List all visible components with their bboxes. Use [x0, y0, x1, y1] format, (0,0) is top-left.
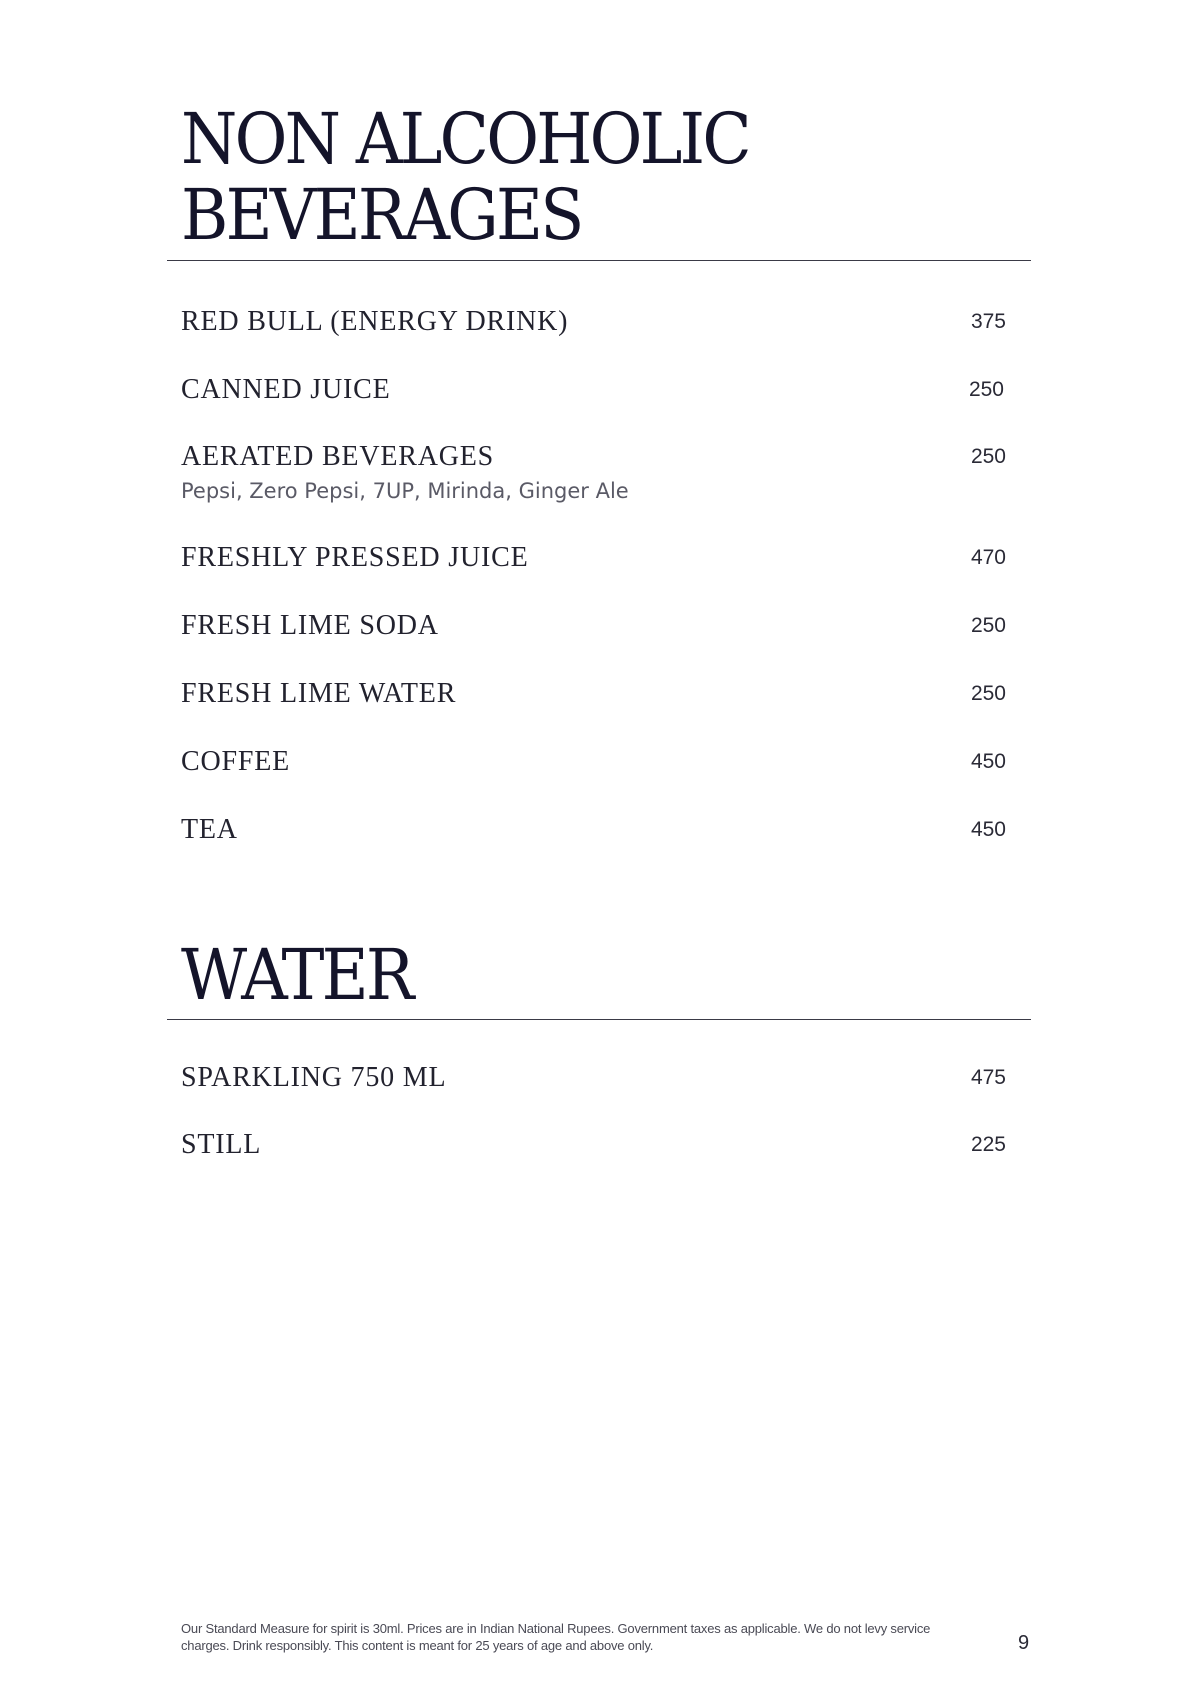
item-price: 450 — [970, 818, 1006, 841]
item-name: STILL — [181, 1129, 262, 1160]
item-name: FRESHLY PRESSED JUICE — [181, 542, 529, 573]
section-title-non-alcoholic-line2: BEVERAGES — [181, 174, 582, 256]
item-price: 375 — [970, 310, 1006, 333]
section-divider — [167, 1019, 1031, 1020]
section-divider — [167, 260, 1031, 261]
item-name: AERATED BEVERAGES — [181, 441, 495, 472]
section-title-water: WATER — [181, 934, 412, 1016]
item-price: 450 — [970, 750, 1006, 773]
item-price: 470 — [970, 546, 1006, 569]
item-name: RED BULL (ENERGY DRINK) — [181, 306, 569, 337]
item-name: FRESH LIME SODA — [181, 610, 439, 641]
item-price: 250 — [970, 614, 1006, 637]
section-title-non-alcoholic-line1: NON ALCOHOLIC — [181, 98, 749, 180]
item-price: 250 — [970, 682, 1006, 705]
item-name: SPARKLING 750 ML — [181, 1062, 447, 1093]
item-price: 225 — [970, 1133, 1006, 1156]
item-name: COFFEE — [181, 746, 291, 777]
footer-disclaimer: Our Standard Measure for spirit is 30ml. Prices are in Indian National Rupees. Government taxes as applicable. We do not levy service charges. Drink responsibly. This content is meant for 25 years of age and above only. — [181, 1621, 931, 1653]
item-price: 250 — [970, 445, 1006, 468]
item-name: TEA — [181, 814, 238, 845]
item-price: 475 — [970, 1066, 1006, 1089]
page-number: 9 — [1018, 1632, 1030, 1654]
item-name: FRESH LIME WATER — [181, 678, 457, 709]
item-description: Pepsi, Zero Pepsi, 7UP, Mirinda, Ginger Ale — [181, 479, 629, 503]
item-price: 250 — [968, 378, 1004, 401]
item-name: CANNED JUICE — [181, 374, 391, 405]
